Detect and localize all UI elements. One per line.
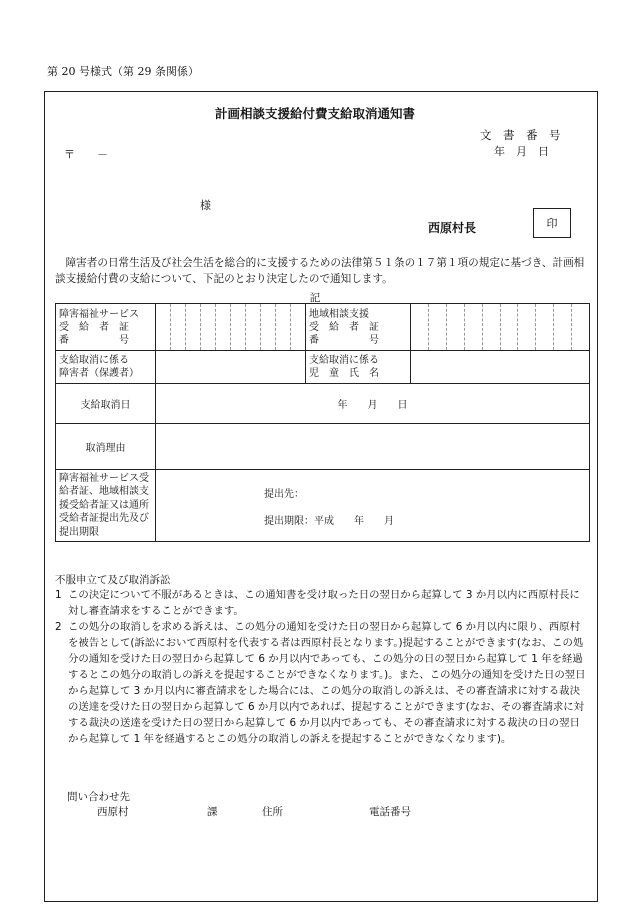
document-title: 計画相談支援給付費支給取消通知書 — [214, 106, 415, 121]
area-cert-label-line: 地域相談支援 — [309, 308, 369, 320]
contact-village: 西原村 — [97, 806, 129, 818]
submit-to-label: 提出先： — [264, 489, 304, 500]
area-cert-number-field[interactable] — [411, 304, 590, 351]
submission-label-line: 受給者証提出先及び — [59, 513, 149, 525]
document-date-label: 年 月 日 — [494, 145, 549, 158]
cancel-person-label-line: 障害者（保護者） — [59, 368, 139, 379]
cancel-person-label-line: 支給取消に係る — [59, 355, 129, 366]
contact-section: 課 — [207, 806, 218, 818]
submission-field[interactable] — [156, 470, 590, 542]
list-item — [55, 587, 589, 619]
area-cert-label-line: 番 号 — [309, 334, 379, 346]
submission-label-cell — [56, 470, 156, 542]
issuer-name: 西原村長 — [428, 221, 477, 235]
note-text: この決定について不服があるときは、この通知書を受け取った日の翌日から起算して 3 か月以内に西原村長に対し審査請求をすることができます。 — [68, 589, 580, 617]
svc-cert-label-cell — [56, 304, 156, 351]
cancel-date-field[interactable]: 年 月 日 — [156, 384, 590, 424]
reason-label: 取消理由 — [56, 424, 156, 470]
form-number-label: 第 20 号様式（第 29 条関係） — [47, 65, 199, 78]
recipient-honorific: 様 — [200, 199, 211, 212]
child-name-label-line: 支給取消に係る — [309, 355, 379, 366]
cancel-person-label-cell — [56, 351, 156, 384]
digit-boxes — [411, 304, 589, 350]
submission-label-line: 障害福祉サービス受 — [59, 472, 149, 484]
list-item — [55, 619, 589, 747]
document-number-label: 文 書 番 号 — [480, 128, 561, 142]
cancel-person-field[interactable] — [156, 351, 306, 384]
contact-phone: 電話番号 — [369, 806, 411, 818]
submission-label-line: 提出期限 — [59, 526, 99, 538]
submission-label-line: 給者証、地域相談支 — [59, 486, 149, 498]
appeal-heading: 不服申立て及び取消訴訟 — [55, 574, 171, 586]
submit-deadline-label: 提出期限：平成 年 月 — [264, 516, 394, 527]
table-row — [56, 304, 590, 351]
svc-cert-label-line: 受 給 者 証 — [59, 321, 129, 333]
appeal-notes — [55, 587, 589, 747]
child-name-label-cell — [306, 351, 411, 384]
child-name-field[interactable] — [411, 351, 590, 384]
table-row — [56, 470, 590, 542]
cancel-date-label: 支給取消日 — [56, 384, 156, 424]
table-row — [56, 351, 590, 384]
svc-cert-label-line: 番 号 — [59, 334, 129, 346]
table-row — [56, 384, 590, 424]
reason-field[interactable] — [156, 424, 590, 470]
details-table — [55, 303, 590, 542]
svc-cert-label-line: 障害福祉サービス — [59, 308, 139, 320]
area-cert-label-line: 受 給 者 証 — [309, 321, 379, 333]
note-text: この処分の取消しを求める訴えは、この処分の通知を受けた日の翌日から起算して 6 か月以内に限り、西原村を被告として(訴訟において西原村を代表する者は西原村長となります。)提起することができます(なお、この処分の通知を受けた日の翌日から起算して 6 か月以内であっても、この処分の日の翌日から起算して 1 年を経過するとこの処分の取消しの訴えを提起することができなくなります。)。また、この処分の通知を受けた日の翌日から起算して 3 か月以内に審査請求をした場合には、この処分の取消しの訴えは、その審査請求に対する裁決の送達を受けた日の翌日から起算して 6 か月以内であれば、提起することができます(なお、その審査請求に対する裁決の送達を受けた日の翌日から起算して 6 か月以内であっても、その審査請求に対する裁決の日の翌日から起算して 1 年を経過するとこの処分の取消しの訴えを提起することができなくなります)。 — [68, 621, 586, 745]
child-name-label-line: 児 童 氏 名 — [309, 368, 379, 379]
seal-box — [533, 208, 571, 238]
note-number: 1 — [55, 589, 62, 601]
table-row — [56, 424, 590, 470]
svc-cert-number-field[interactable] — [156, 304, 306, 351]
intro-paragraph: 障害者の日常生活及び社会生活を総合的に支援するための法律第５１条の１７第１項の規定に基づき、計画相談支援給付費の支給について、下記のとおり決定したので通知します。 — [55, 257, 585, 285]
ki-heading: 記 — [309, 292, 321, 304]
submission-label-line: 援受給者証又は通所 — [59, 499, 149, 511]
contact-heading: 問い合わせ先 — [67, 791, 130, 803]
postal-code-mark: 〒 － — [64, 148, 108, 161]
note-number: 2 — [55, 621, 62, 633]
seal-label: 印 — [546, 217, 558, 230]
contact-address: 住所 — [262, 806, 283, 818]
area-cert-label-cell — [306, 304, 411, 351]
digit-boxes — [156, 304, 305, 350]
